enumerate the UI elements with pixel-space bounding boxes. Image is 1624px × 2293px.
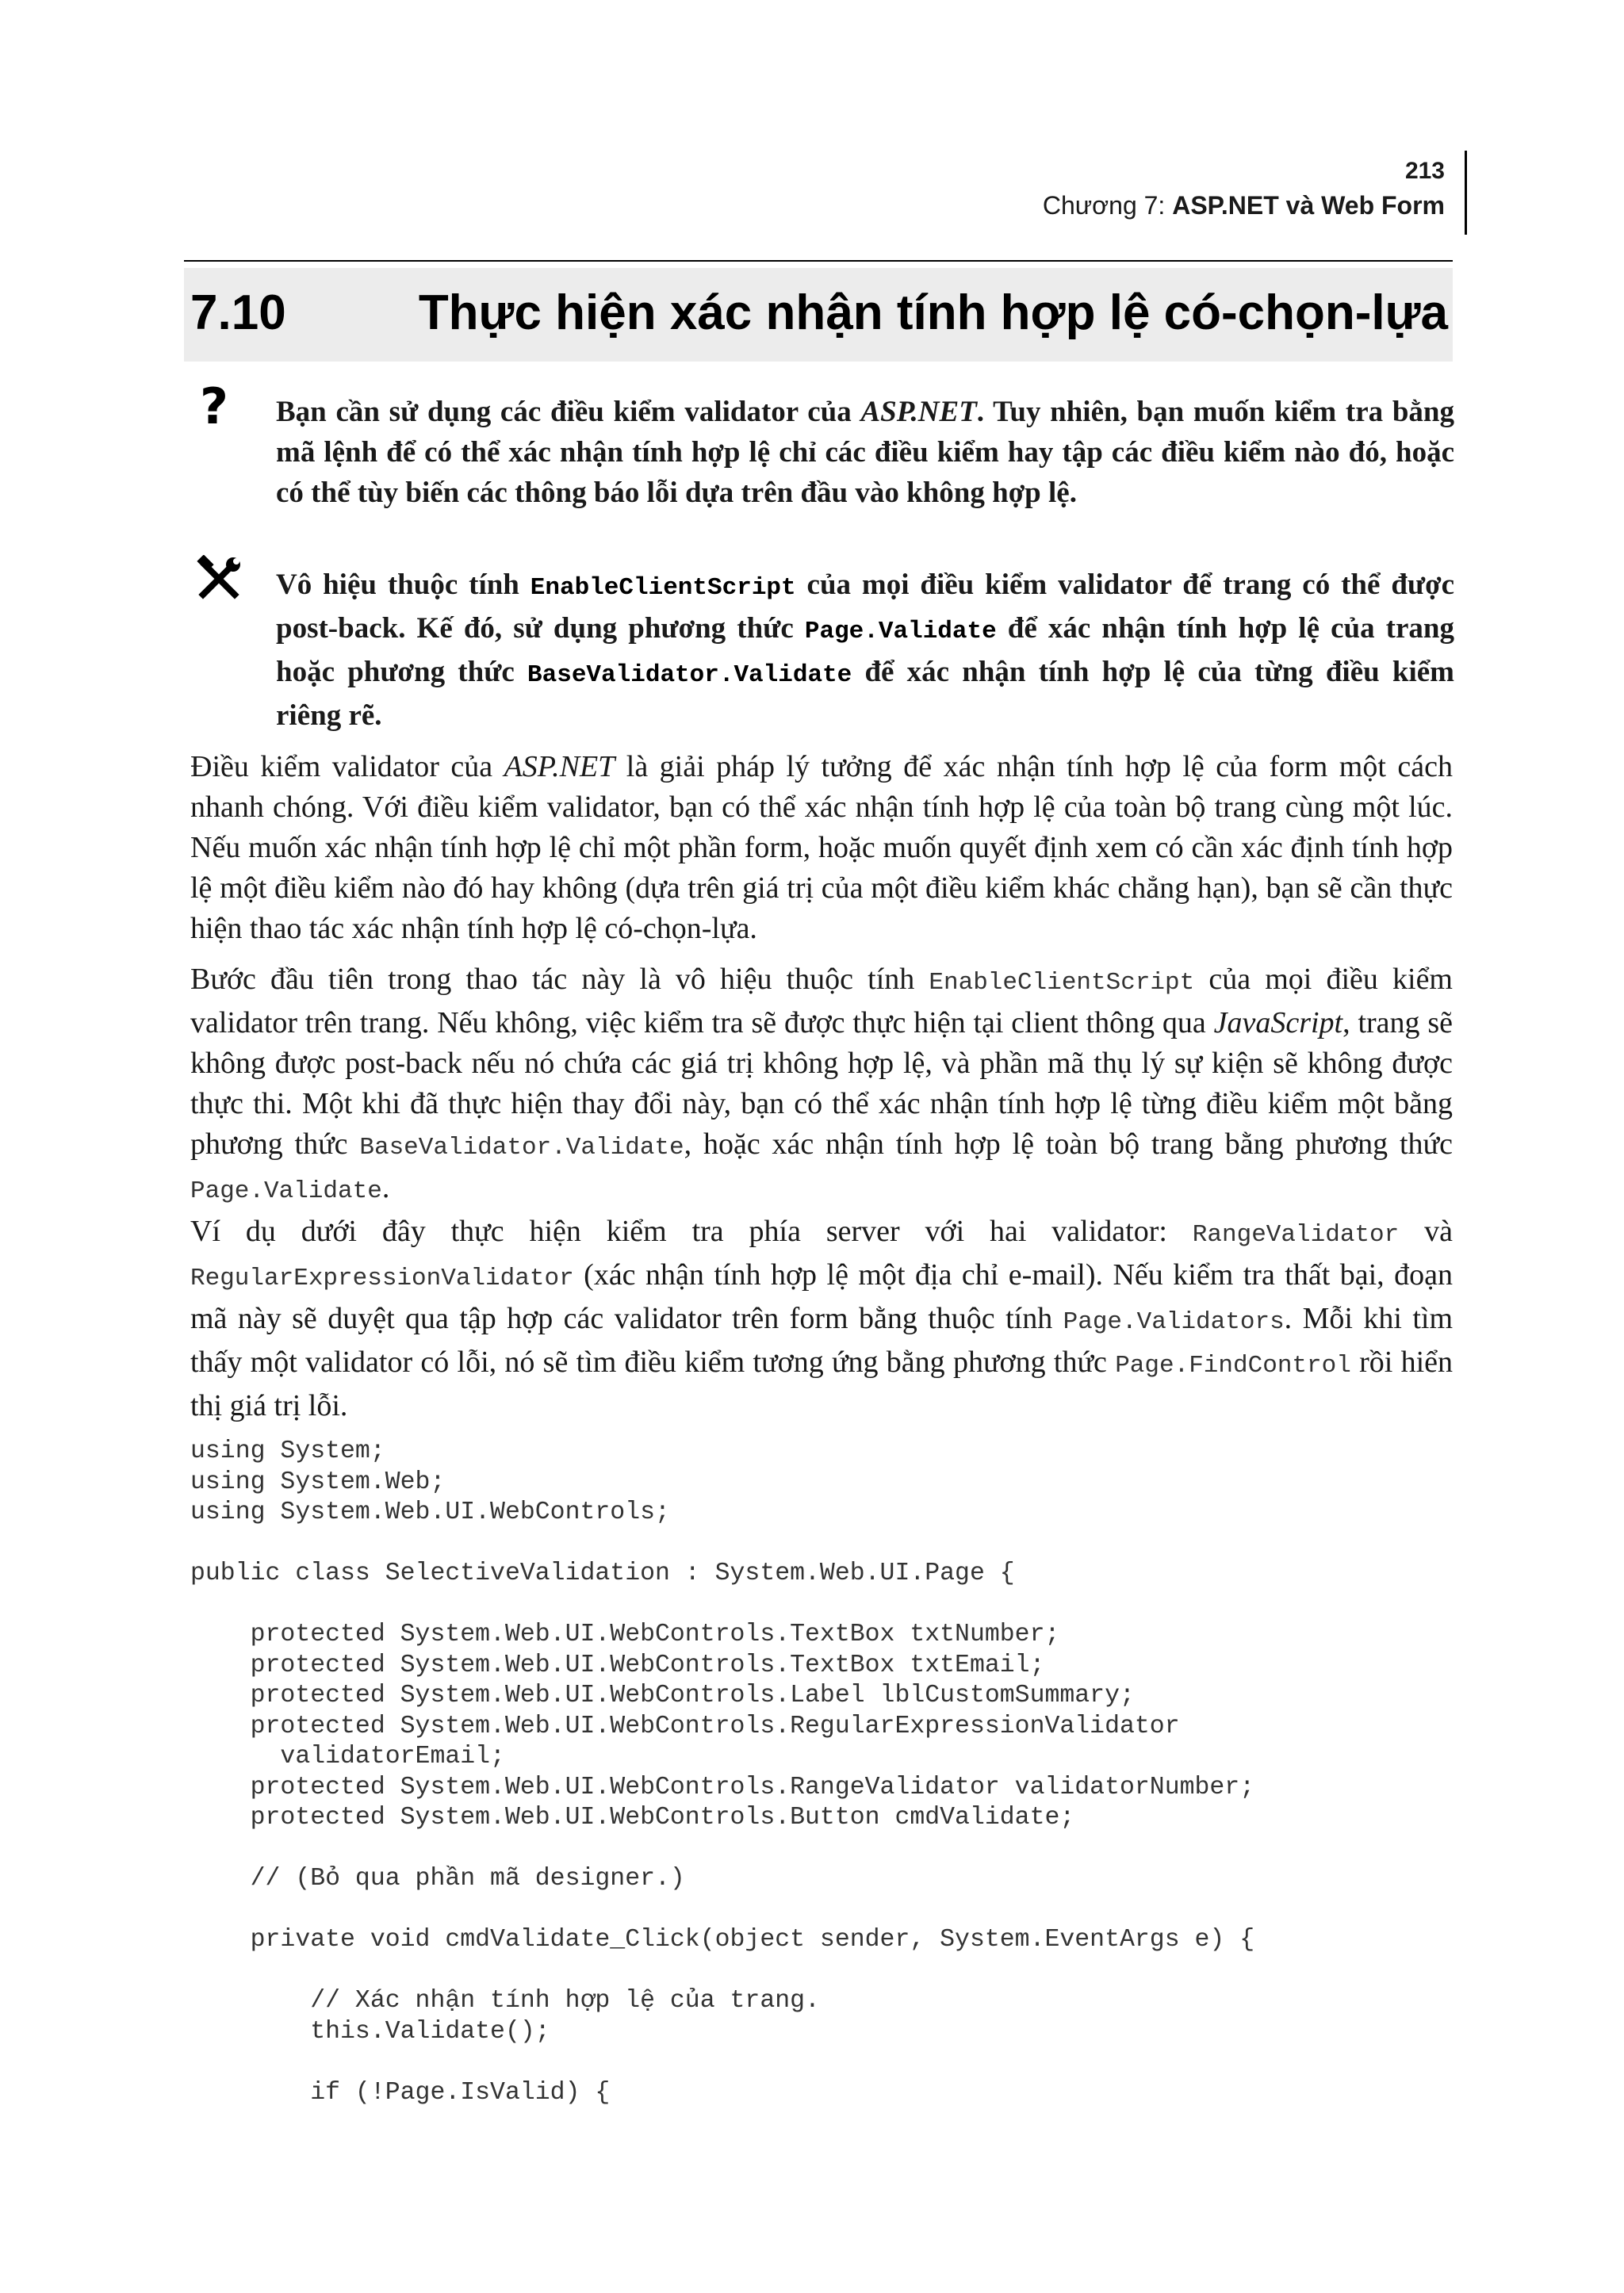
tools-icon: [195, 555, 243, 603]
solution-statement: [276, 565, 1454, 736]
body-paragraph-2: [190, 959, 1453, 1212]
paragraph-text: là giải pháp lý tưởng để xác nhận tính hợp lệ của form một cách nhanh chóng. Với điều kiểm validator, bạn có thể xác nhận tính hợp lệ của toàn bộ trang cùng một lúc. Nếu muốn xác nhận tính hợp lệ chỉ một phần form, hoặc muốn quyết định xem có cần xác định tính hợp lệ một điều kiểm nào đó hay không (dựa trên giá trị của một điều kiểm khác chẳng hạn), bạn sẽ cần thực hiện thao tác xác nhận tính hợp lệ có-chọn-lựa.: [190, 750, 1454, 945]
solution-text: để xác nhận tính hợp lệ của trang hoặc phương thức: [276, 612, 1454, 688]
paragraph-text: . Mỗi khi tìm thấy một validator có lỗi, nó sẽ tìm điều kiểm tương ứng bằng phương thức: [190, 1302, 1454, 1379]
inline-code: Page.Validate: [804, 618, 997, 645]
inline-code: BaseValidator.Validate: [527, 661, 852, 689]
solution-text: Vô hiệu thuộc tính: [276, 568, 530, 601]
inline-code: RangeValidator: [1192, 1221, 1400, 1249]
inline-code: Page.Validators: [1063, 1308, 1285, 1336]
chapter-prefix: Chương 7:: [1042, 191, 1173, 220]
section-number: 7.10: [190, 285, 286, 340]
problem-statement: [276, 392, 1454, 513]
problem-text: Bạn cần sử dụng các điều kiểm validator của: [276, 396, 861, 428]
inline-code: EnableClientScript: [530, 574, 796, 602]
paragraph-text: , trang sẽ không được post-back nếu nó chứa các giá trị không hợp lệ, và phần mã thụ lý sự kiện sẽ không được thực thi. Một khi đã thực hiện thay đổi này, bạn có thể xác nhận tính hợp lệ từng điều kiểm một bằng phương thức: [190, 1006, 1453, 1161]
paragraph-text: , hoặc xác nhận tính hợp lệ toàn bộ trang bằng phương thức: [684, 1127, 1454, 1161]
paragraph-text: .: [381, 1171, 390, 1204]
inline-code: BaseValidator.Validate: [359, 1134, 684, 1162]
solution-text: để xác nhận tính hợp lệ của từng điều kiểm riêng rẽ.: [276, 656, 1454, 732]
section-rule: [184, 260, 1453, 262]
problem-text: . Tuy nhiên, bạn muốn kiểm tra bằng mã lệnh để có thể xác nhận tính hợp lệ chỉ các điều kiểm hay tập các điều kiểm nào đó, hoặc có thể tùy biến các thông báo lỗi dựa trên đầu vào không hợp lệ.: [276, 396, 1454, 509]
header-divider: [1465, 151, 1467, 235]
question-mark-icon: ?: [200, 377, 228, 435]
paragraph-text: rồi hiển thị giá trị lỗi.: [190, 1346, 1454, 1422]
code-listing: using System; using System.Web; using System.Web.UI.WebControls; public class SelectiveValidation : System.Web.UI.Page { protected System.Web.UI.WebControls.TextBox txtNumber; protected System.Web.UI.WebControls.TextBox txtEmail; protected System.Web.UI.WebControls.Label lblCustomSummary; protected System.Web.UI.WebControls.RegularExpressionValidator validatorEmail; protected System.Web.UI.WebControls.RangeValidator validatorNumber; protected System.Web.UI.WebControls.Button cmdValidate; // (Bỏ qua phần mã designer.) private void cmdValidate_Click(object sender, System.EventArgs e) { // Xác nhận tính hợp lệ của trang. this.Validate(); if (!Page.IsValid) {: [190, 1437, 1255, 2107]
inline-code: EnableClientScript: [929, 969, 1195, 997]
body-paragraph-3: [190, 1212, 1453, 1426]
paragraph-text-italic: ASP.NET: [504, 750, 615, 783]
paragraph-text: và: [1399, 1215, 1453, 1248]
inline-code: RegularExpressionValidator: [190, 1265, 574, 1292]
running-header: [991, 155, 1445, 224]
inline-code: Page.FindControl: [1115, 1352, 1351, 1380]
paragraph-text-italic: JavaScript: [1213, 1006, 1343, 1039]
paragraph-text: Bước đầu tiên trong thao tác này là vô hiệu thuộc tính: [190, 963, 929, 996]
inline-code: Page.Validate: [190, 1177, 382, 1205]
paragraph-text: của mọi điều kiểm validator trên trang. Nếu không, việc kiểm tra sẽ được thực hiện tại client thông qua: [190, 963, 1453, 1039]
body-paragraph-1: [190, 747, 1453, 949]
paragraph-text: (xác nhận tính hợp lệ một địa chỉ e-mail). Nếu kiểm tra thất bại, đoạn mã này sẽ duyệt qua tập hợp các validator trên form bằng thuộc tính: [190, 1258, 1453, 1335]
paragraph-text: Điều kiểm validator của: [190, 750, 504, 783]
chapter-title: ASP.NET và Web Form: [1172, 191, 1445, 220]
chapter-heading: [991, 187, 1445, 224]
section-title: Thực hiện xác nhận tính hợp lệ có-chọn-lựa: [418, 285, 1448, 340]
solution-text: của mọi điều kiểm validator để trang có thể được post-back. Kế đó, sử dụng phương thức: [276, 568, 1455, 645]
problem-text-italic: ASP.NET: [860, 396, 977, 428]
page-number: 213: [1404, 158, 1445, 184]
paragraph-text: Ví dụ dưới đây thực hiện kiểm tra phía server với hai validator:: [190, 1215, 1193, 1248]
